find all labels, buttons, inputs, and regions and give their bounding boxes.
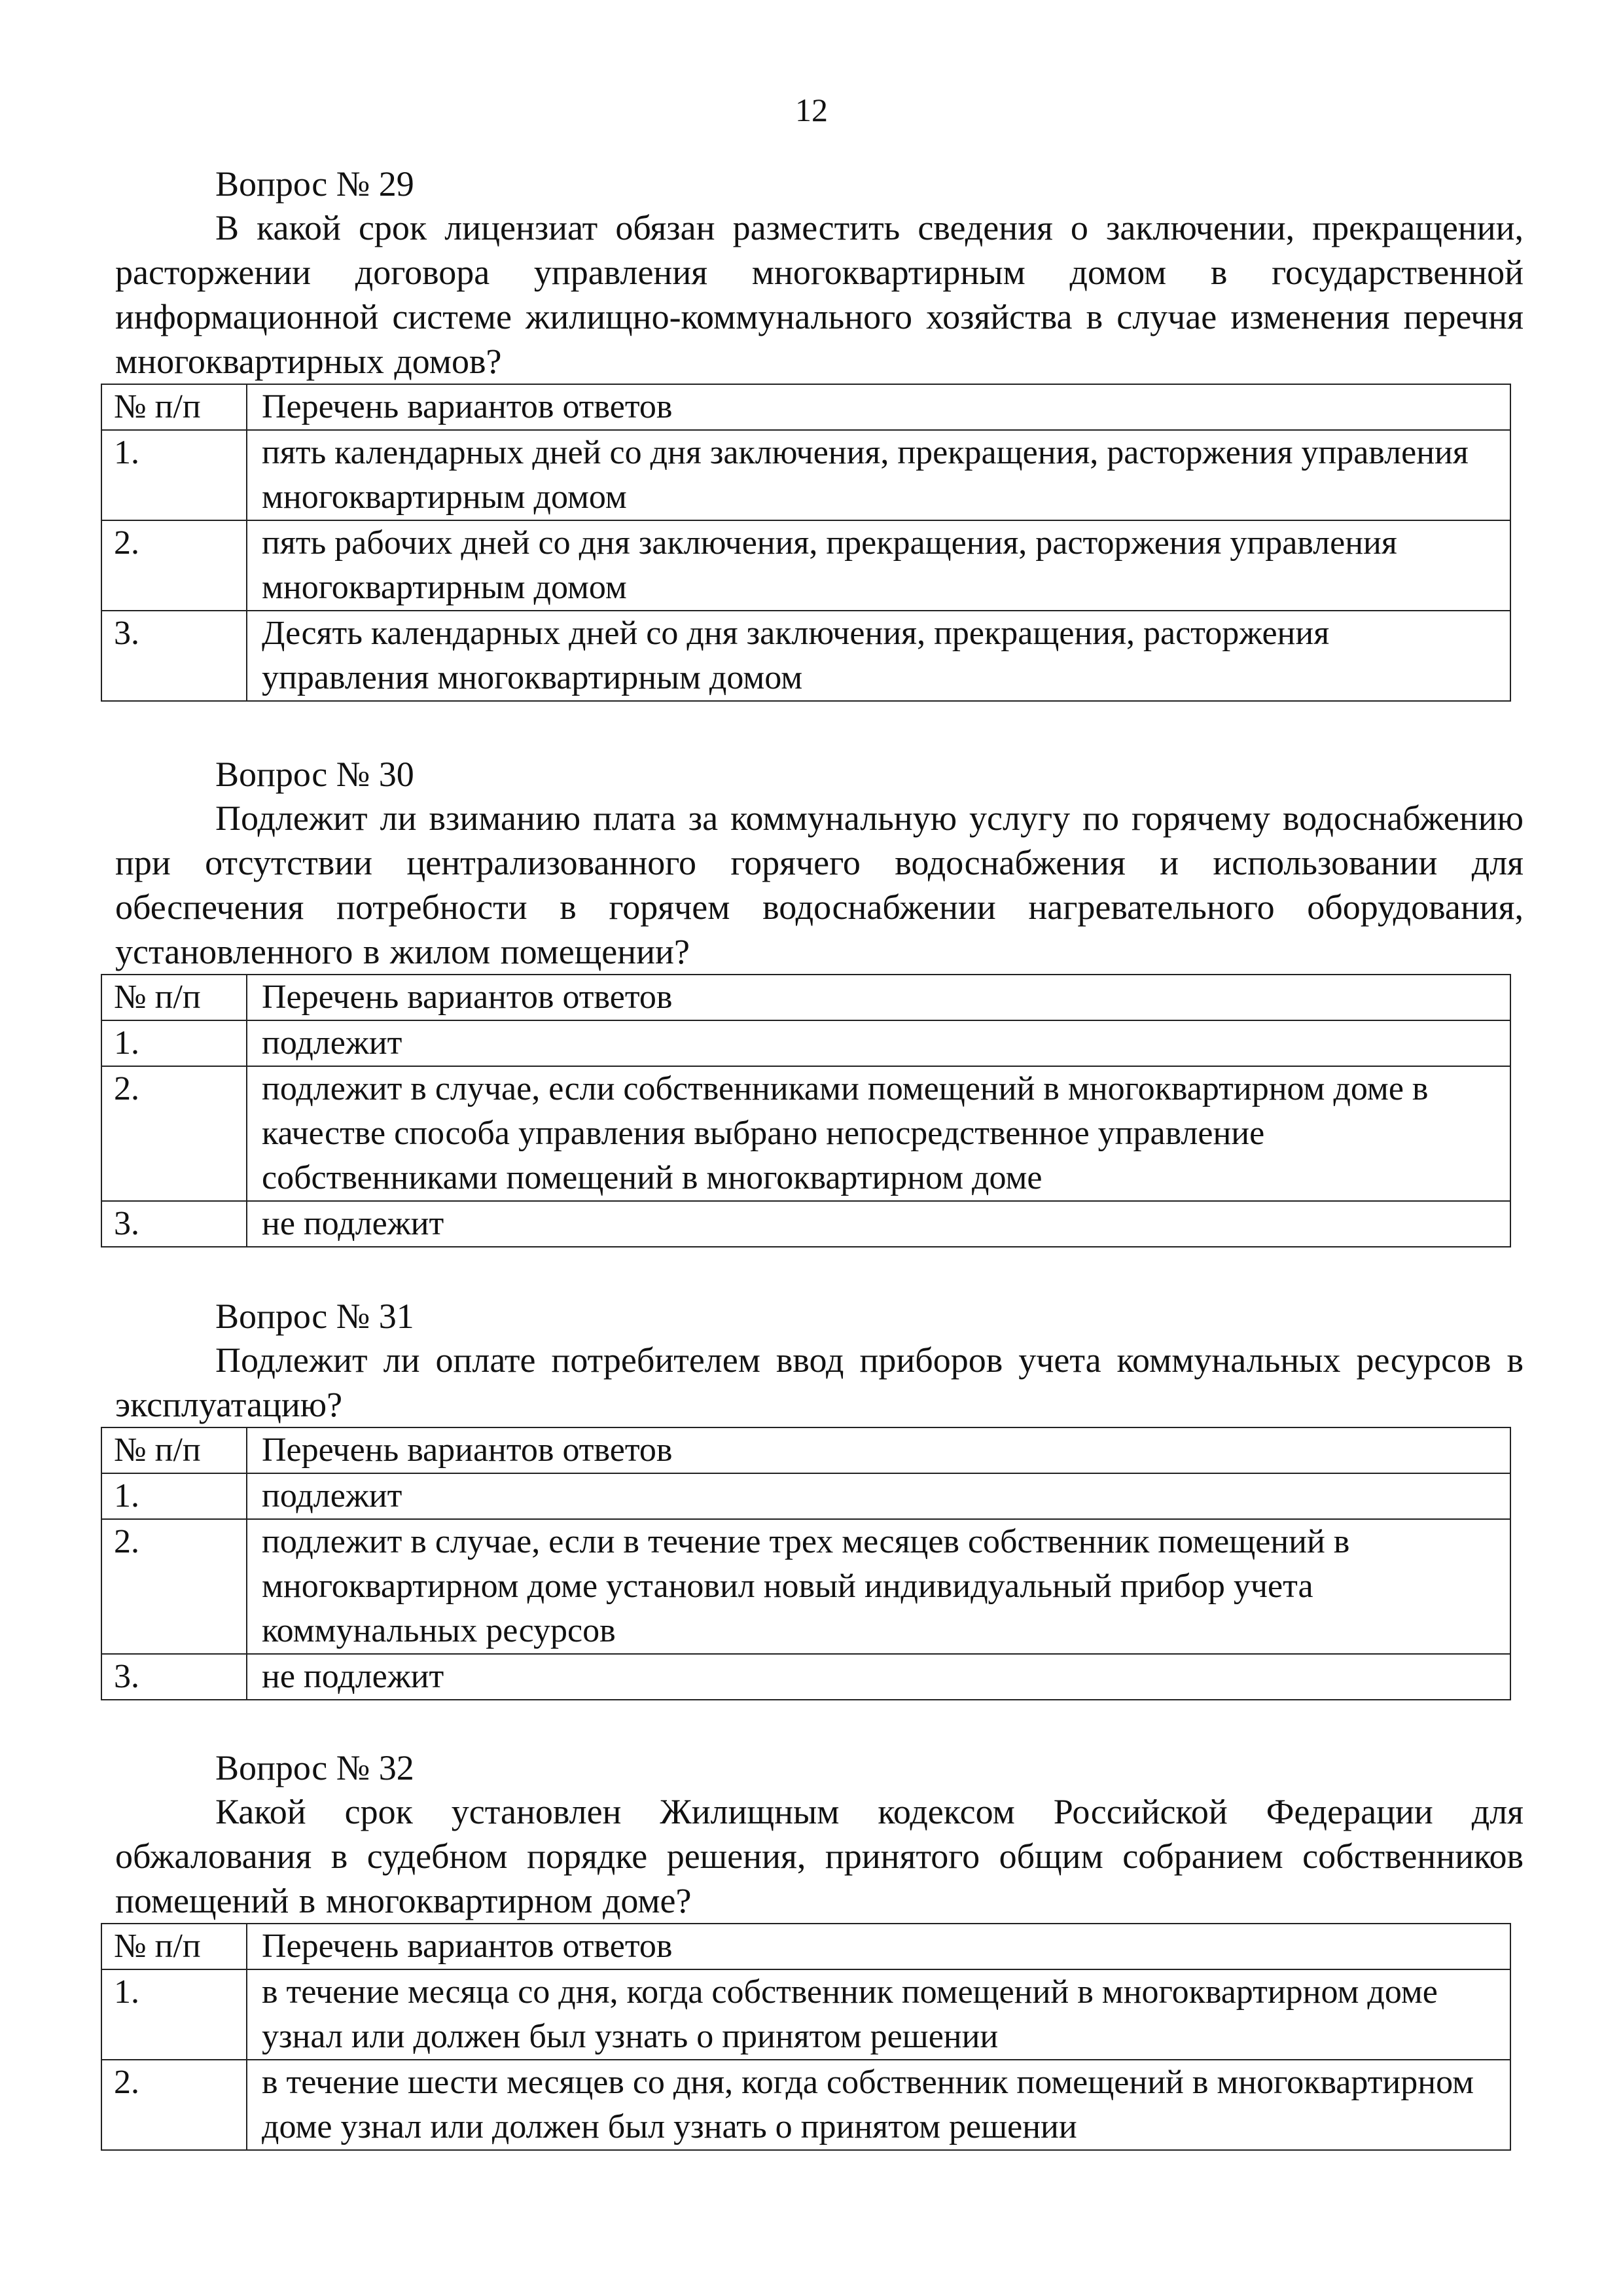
question-text: Подлежит ли взиманию плата за коммунальную услугу по горячему водоснабжению при отсутствии централизованного горячего водоснабжения и использовании для обеспечения потребности в горячем водоснабжении нагревательного оборудования, установленного в жилом помещении? (115, 798, 1524, 971)
header-num: № п/п (101, 1427, 247, 1473)
table-row (101, 1201, 1510, 1247)
table-header-row (101, 384, 1510, 430)
answer-text: не подлежит (247, 1201, 1510, 1247)
question-title: Вопрос № 32 (215, 1748, 414, 1787)
question-title: Вопрос № 30 (215, 755, 414, 794)
header-num: № п/п (101, 1924, 247, 1969)
question-32 (115, 1746, 1524, 2151)
header-text: Перечень вариантов ответов (247, 1924, 1510, 1969)
page-number: 12 (795, 92, 828, 128)
table-row (101, 1654, 1510, 1700)
table-row (101, 1473, 1510, 1519)
answer-num: 1. (101, 430, 247, 520)
answers-table (101, 974, 1511, 1247)
answer-text: пять рабочих дней со дня заключения, прекращения, расторжения управления многоквартирным домом (247, 520, 1510, 611)
table-row (101, 611, 1510, 701)
question-29 (115, 162, 1524, 702)
answer-text: подлежит в случае, если собственниками помещений в многоквартирном доме в качестве способа управления выбрано непосредственное управление собственниками помещений в многоквартирном доме (247, 1066, 1510, 1201)
header-text: Перечень вариантов ответов (247, 384, 1510, 430)
answer-num: 2. (101, 520, 247, 611)
table-header-row (101, 1924, 1510, 1969)
answer-text: в течение шести месяцев со дня, когда собственник помещений в многоквартирном доме узнал или должен был узнать о принятом решении (247, 2060, 1510, 2150)
answer-num: 1. (101, 1473, 247, 1519)
question-title: Вопрос № 29 (215, 164, 414, 204)
answer-num: 1. (101, 1020, 247, 1066)
answers-table (101, 384, 1511, 702)
table-row (101, 1020, 1510, 1066)
table-row (101, 1969, 1510, 2060)
table-header-row (101, 1427, 1510, 1473)
answer-num: 2. (101, 1519, 247, 1654)
answer-text: в течение месяца со дня, когда собственник помещений в многоквартирном доме узнал или должен был узнать о принятом решении (247, 1969, 1510, 2060)
answer-text: Десять календарных дней со дня заключения, прекращения, расторжения управления многоквартирным домом (247, 611, 1510, 701)
answer-text: подлежит (247, 1020, 1510, 1066)
header-num: № п/п (101, 975, 247, 1020)
answer-num: 2. (101, 2060, 247, 2150)
table-header-row (101, 975, 1510, 1020)
header-num: № п/п (101, 384, 247, 430)
answer-num: 1. (101, 1969, 247, 2060)
table-row (101, 1066, 1510, 1201)
answer-num: 2. (101, 1066, 247, 1201)
table-row (101, 520, 1510, 611)
answer-num: 3. (101, 611, 247, 701)
question-text: Подлежит ли оплате потребителем ввод приборов учета коммунальных ресурсов в эксплуатацию? (115, 1340, 1524, 1424)
question-text: Какой срок установлен Жилищным кодексом Российской Федерации для обжалования в судебном порядке решения, принятого общим собранием собственников помещений в многоквартирном доме? (115, 1792, 1524, 1920)
table-row (101, 430, 1510, 520)
answer-text: не подлежит (247, 1654, 1510, 1700)
answer-text: подлежит в случае, если в течение трех месяцев собственник помещений в многоквартирном доме установил новый индивидуальный прибор учета коммунальных ресурсов (247, 1519, 1510, 1654)
question-31 (115, 1295, 1524, 1700)
table-row (101, 1519, 1510, 1654)
header-text: Перечень вариантов ответов (247, 1427, 1510, 1473)
answer-text: пять календарных дней со дня заключения, прекращения, расторжения управления многоквартирным домом (247, 430, 1510, 520)
table-row (101, 2060, 1510, 2150)
header-text: Перечень вариантов ответов (247, 975, 1510, 1020)
answer-num: 3. (101, 1654, 247, 1700)
answer-text: подлежит (247, 1473, 1510, 1519)
answer-num: 3. (101, 1201, 247, 1247)
question-30 (115, 753, 1524, 1247)
answers-table (101, 1427, 1511, 1700)
question-title: Вопрос № 31 (215, 1297, 414, 1336)
question-text: В какой срок лицензиат обязан разместить сведения о заключении, прекращении, расторжении договора управления многоквартирным домом в государственной информационной системе жилищно-коммунального хозяйства в случае изменения перечня многоквартирных домов? (115, 208, 1524, 381)
answers-table (101, 1923, 1511, 2151)
